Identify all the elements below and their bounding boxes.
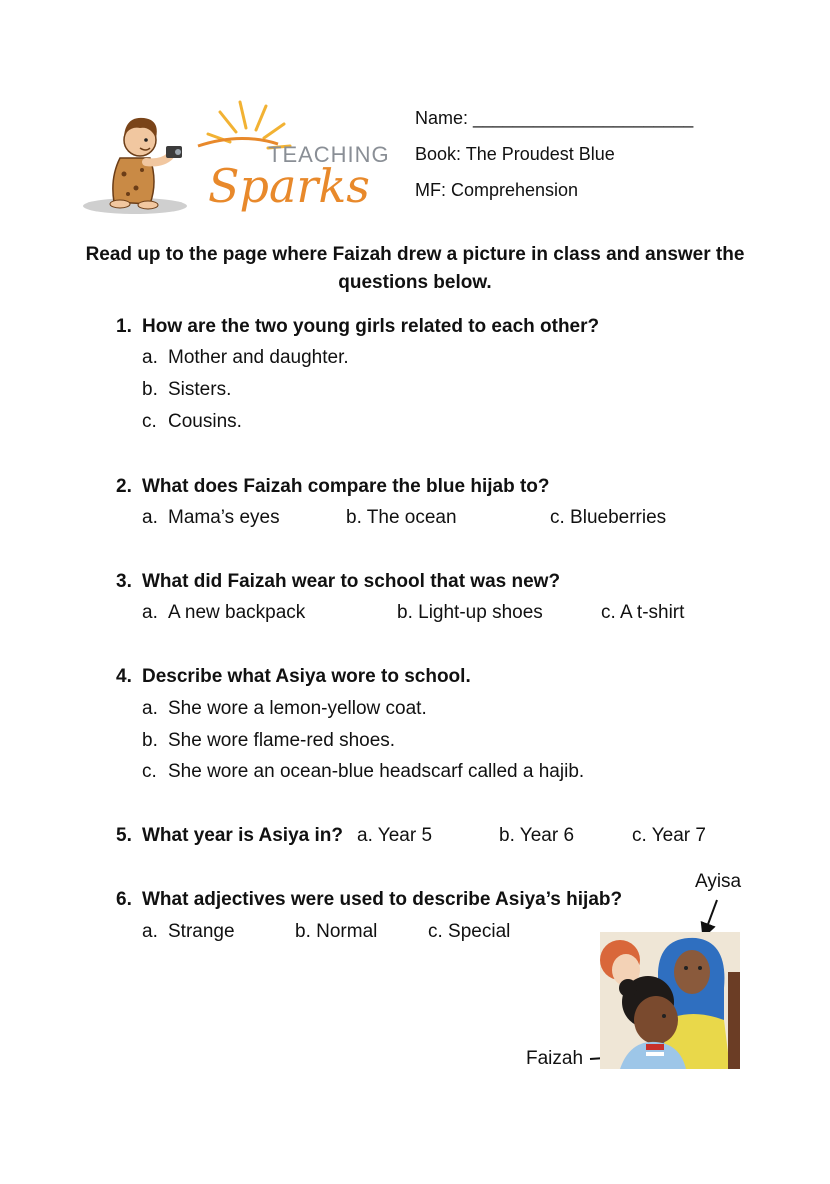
name-field-line[interactable]: Name: ______________________ <box>415 108 694 128</box>
option-2b[interactable]: b. The ocean <box>346 507 457 528</box>
option-letter: b. <box>142 730 158 751</box>
question-4 <box>116 665 471 689</box>
option-1a[interactable] <box>142 346 349 370</box>
option-text: Strange <box>168 921 235 942</box>
arrow-ayisa-icon <box>704 900 717 935</box>
story-illustration <box>600 932 740 1069</box>
question-number: 5. <box>116 825 132 846</box>
option-1b[interactable] <box>142 378 231 402</box>
question-number: 2. <box>116 476 132 497</box>
question-number: 1. <box>116 316 132 337</box>
option-text: Mama’s eyes <box>168 507 280 528</box>
option-6a[interactable] <box>142 920 235 944</box>
option-5a[interactable]: a. Year 5 <box>357 825 433 846</box>
question-text: What adjectives were used to describe Asiya’s hijab? <box>142 889 623 910</box>
option-6c[interactable]: c. Special <box>428 921 511 942</box>
question-text: What year is Asiya in? <box>142 825 343 846</box>
option-3a[interactable] <box>142 601 305 625</box>
option-letter: c. <box>142 761 157 782</box>
teaching-sparks-logo <box>80 98 400 223</box>
option-letter: a. <box>142 347 158 368</box>
mf-line: MF: Comprehension <box>415 180 579 200</box>
question-2 <box>116 475 550 499</box>
book-title-line: Book: The Proudest Blue <box>415 144 615 164</box>
question-text: What did Faizah wear to school that was new? <box>142 571 561 592</box>
option-4c[interactable] <box>142 760 584 784</box>
option-letter: a. <box>142 698 158 719</box>
option-2c[interactable]: c. Blueberries <box>550 507 667 528</box>
label-faizah: Faizah <box>526 1048 584 1069</box>
option-text: She wore an ocean-blue headscarf called a hajib. <box>168 761 585 782</box>
option-letter: a. <box>142 507 158 528</box>
option-text: She wore flame-red shoes. <box>168 730 396 751</box>
question-1 <box>116 315 599 339</box>
question-text: What does Faizah compare the blue hijab to? <box>142 476 550 497</box>
option-4b[interactable] <box>142 729 395 753</box>
option-letter: a. <box>142 602 158 623</box>
girls-illustration <box>600 932 740 1069</box>
question-text: Describe what Asiya wore to school. <box>142 666 471 687</box>
question-number: 3. <box>116 571 132 592</box>
option-2a[interactable] <box>142 506 280 530</box>
option-text: Cousins. <box>168 411 242 432</box>
logo-teaching-text: TEACHING <box>268 142 390 167</box>
option-text: Mother and daughter. <box>168 347 349 368</box>
option-text: Sisters. <box>168 379 232 400</box>
option-letter: b. <box>142 379 158 400</box>
question-number: 6. <box>116 889 132 910</box>
question-5 <box>116 824 343 848</box>
option-letter: a. <box>142 921 158 942</box>
option-4a[interactable] <box>142 697 427 721</box>
option-5c[interactable]: c. Year 7 <box>632 825 706 846</box>
question-number: 4. <box>116 666 132 687</box>
logo-swoosh <box>198 138 278 146</box>
logo-graphic <box>80 98 400 223</box>
option-text: A new backpack <box>168 602 306 623</box>
option-5b[interactable]: b. Year 6 <box>499 825 575 846</box>
question-text: How are the two young girls related to each other? <box>142 316 600 337</box>
question-3 <box>116 570 560 594</box>
option-6b[interactable]: b. Normal <box>295 921 378 942</box>
caveman-mascot-icon <box>110 118 182 209</box>
logo-sparks-text: Sparks <box>208 159 370 213</box>
label-ayisa: Ayisa <box>695 871 742 892</box>
question-6 <box>116 888 622 912</box>
option-3b[interactable]: b. Light-up shoes <box>397 602 543 623</box>
instruction-text: Read up to the page where Faizah drew a picture in class and answer the questions below. <box>85 244 745 293</box>
option-3c[interactable]: c. A t-shirt <box>601 602 685 623</box>
option-letter: c. <box>142 411 157 432</box>
option-text: She wore a lemon-yellow coat. <box>168 698 427 719</box>
option-1c[interactable] <box>142 410 242 434</box>
